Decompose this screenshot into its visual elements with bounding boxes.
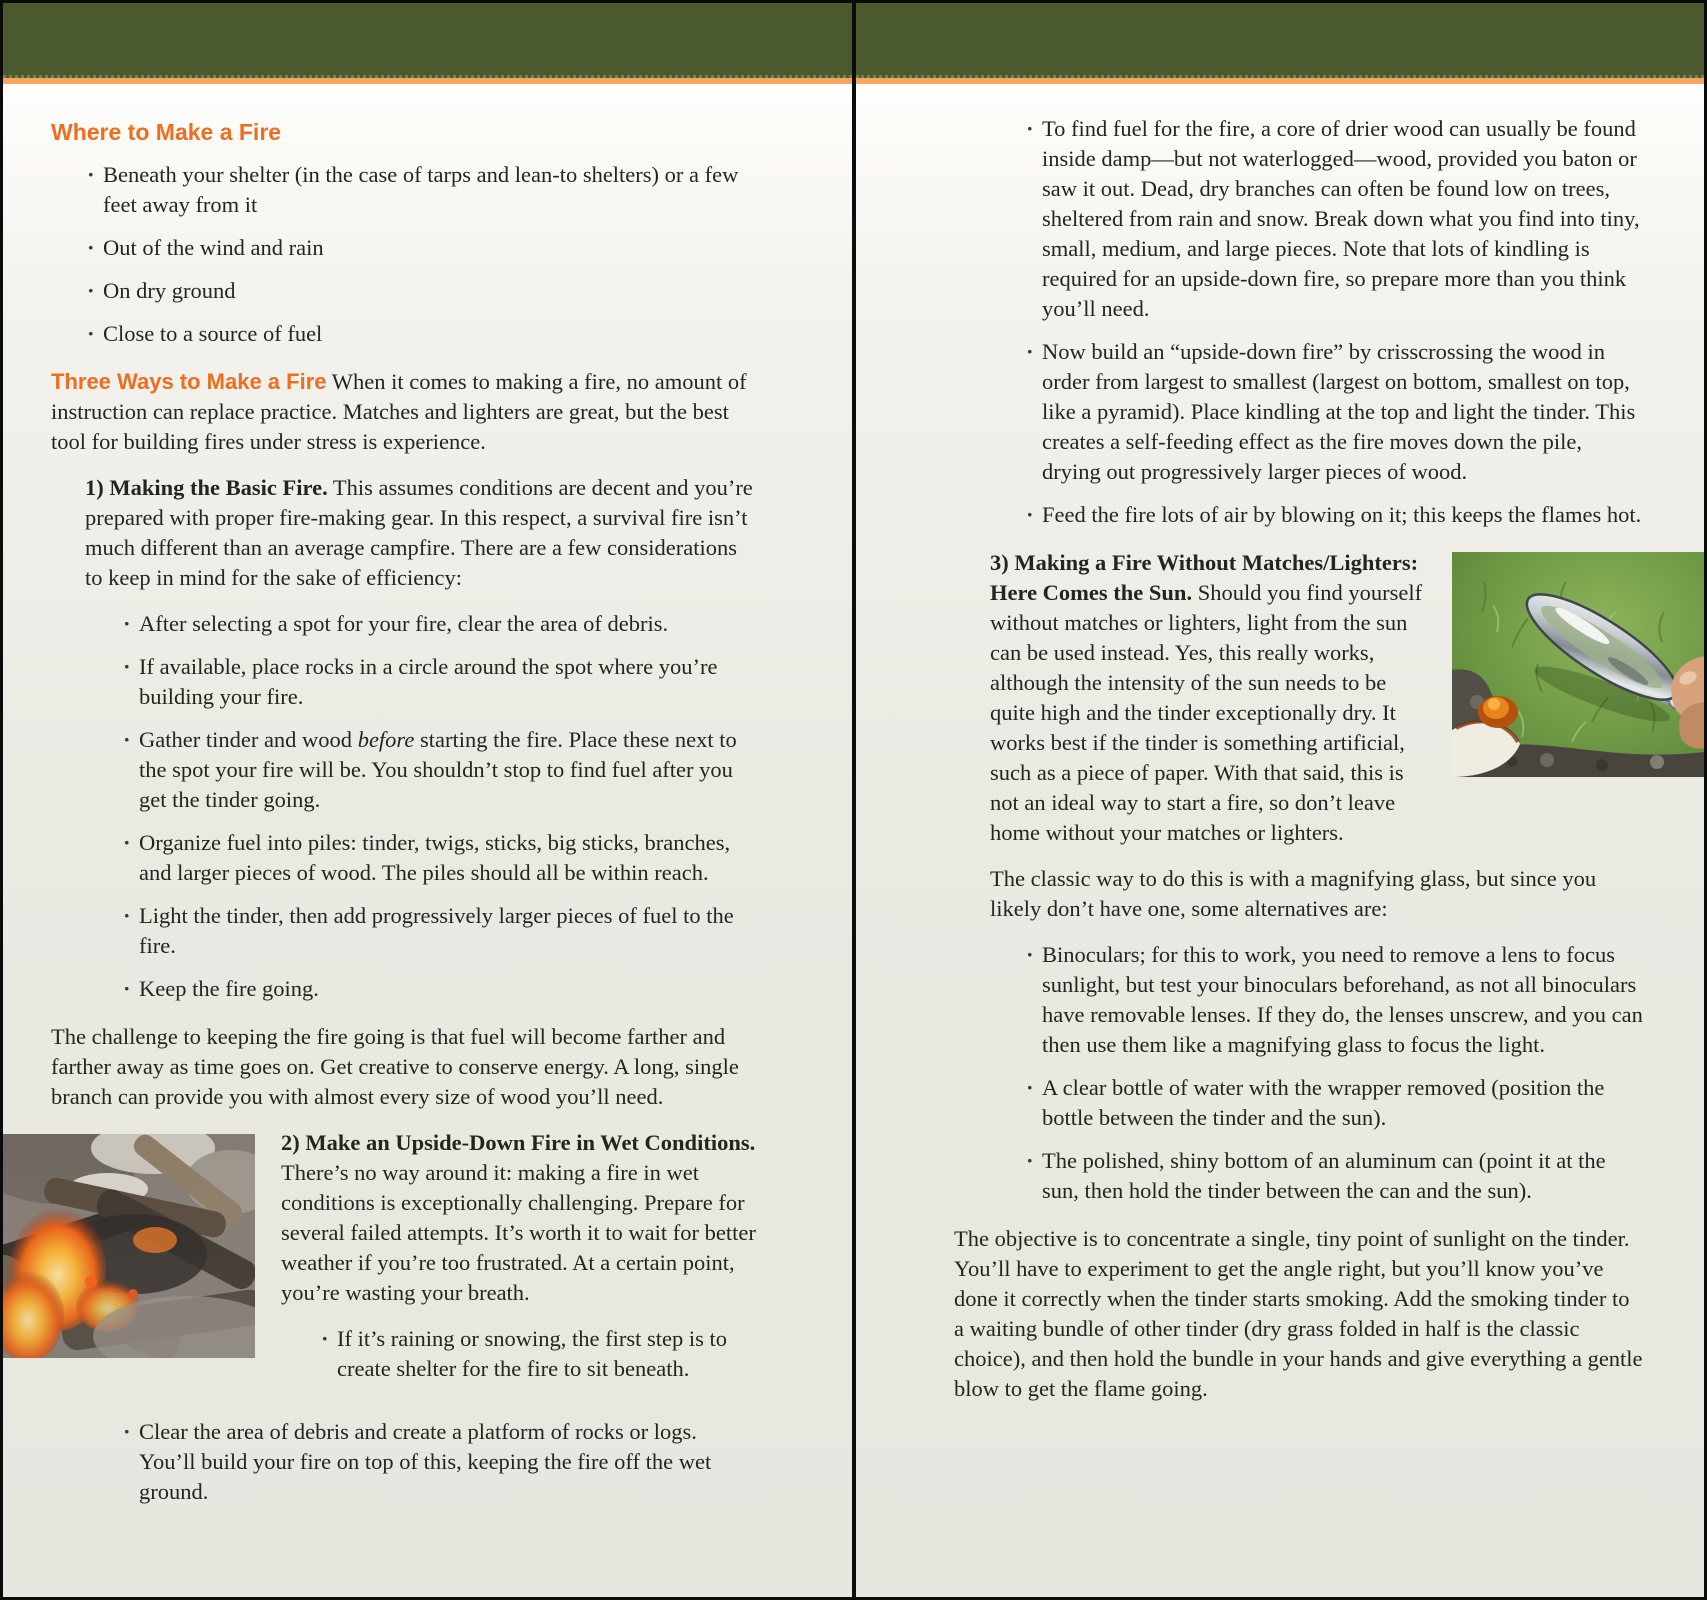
list-item-text: Out of the wind and rain bbox=[103, 235, 324, 260]
upside-down-fire-list bbox=[954, 114, 1644, 530]
section-1-text: This assumes conditions are decent and you’re prepared with proper fire-making gear. In this respect, a survival fire isn’t much different than an average campfire. There are a few considerations to keep in mind for the sake of efficiency: bbox=[85, 475, 753, 590]
campfire-photo bbox=[3, 1134, 255, 1358]
list-item-text: On dry ground bbox=[103, 278, 236, 303]
section-2-after-list bbox=[51, 1417, 758, 1507]
list-item bbox=[139, 901, 758, 961]
section-1-paragraph bbox=[85, 473, 758, 593]
section-2-text-body: There’s no way around it: making a fire in wet conditions is exceptionally challenging. Prepare for several failed attempts. It’s worth it to wait for better weather if you’re too frustrated. At a certain point, you’re wasting your breath. bbox=[281, 1160, 756, 1305]
list-item bbox=[139, 1417, 758, 1507]
list-item bbox=[1042, 940, 1644, 1060]
section-1-basic-fire bbox=[85, 473, 758, 1004]
list-item bbox=[1042, 114, 1644, 324]
list-item-text: Beneath your shelter (in the case of tarps and lean-to shelters) or a few feet away from it bbox=[103, 162, 739, 217]
section-2-title: 2) Make an Upside-Down Fire in Wet Conditions. bbox=[281, 1130, 756, 1155]
three-ways-text: When it comes to making a fire, no amount of instruction can replace practice. Matches and lighters are great, but the best tool for building fires under stress is experience. bbox=[51, 369, 747, 454]
list-item-text: Gather tinder and wood bbox=[139, 727, 358, 752]
alternatives-list bbox=[990, 940, 1644, 1206]
list-item-text: Clear the area of debris and create a platform of rocks or logs. You’ll build your fire on top of this, keeping the fire off the wet ground. bbox=[139, 1419, 712, 1504]
list-item bbox=[103, 276, 758, 306]
list-item-text: Keep the fire going. bbox=[139, 976, 319, 1001]
list-item-text: If available, place rocks in a circle around the spot where you’re building your fire. bbox=[139, 654, 718, 709]
campfire-photo-graphic bbox=[3, 1134, 255, 1358]
heading-three-ways: Three Ways to Make a Fire bbox=[51, 369, 327, 394]
list-item bbox=[139, 609, 758, 639]
list-item bbox=[139, 828, 758, 888]
page-header-band bbox=[856, 3, 1704, 78]
list-item bbox=[139, 974, 758, 1004]
list-item bbox=[1042, 1146, 1644, 1206]
page-right-body bbox=[856, 84, 1704, 1597]
list-item-text: Binoculars; for this to work, you need to remove a lens to focus sunlight, but test your binoculars beforehand, as not all binoculars have removable lenses. If they do, the lenses unscrew, and you can then use them like a magnifying glass to focus the light. bbox=[1042, 942, 1643, 1057]
objective-paragraph: The objective is to concentrate a single, tiny point of sunlight on the tinder. You’ll have to experiment to get the angle right, but you’ll know you’ve done it correctly when the tinder starts smoking. Add the smoking tinder to a waiting bundle of other tinder (dry grass folded in half is the classic choice), and then hold the bundle in your hands and give everything a gentle blow to get the flame going. bbox=[954, 1226, 1643, 1401]
list-item bbox=[337, 1324, 758, 1384]
list-item-text: To find fuel for the fire, a core of drier wood can usually be found inside damp—but not waterlogged—wood, provided you baton or saw it out. Dead, dry branches can often be found low on trees, sheltered from rain and snow. Break down what you find into tiny, small, medium, and large pieces. Note that lots of kindling is required for an upside-down fire, so prepare more than you think you’ll need. bbox=[1042, 116, 1640, 321]
section-1-title: 1) Making the Basic Fire. bbox=[85, 475, 328, 500]
section-3-title: 3) Making a Fire Without Matches/Lighters: Here Comes the Sun. bbox=[990, 550, 1419, 605]
classic-way-paragraph: The classic way to do this is with a magnifying glass, but since you likely don’t have one, some alternatives are: bbox=[990, 866, 1597, 921]
list-item bbox=[139, 652, 758, 712]
list-item bbox=[1042, 337, 1644, 487]
list-item-text: Close to a source of fuel bbox=[103, 321, 323, 346]
list-item bbox=[139, 725, 758, 815]
list-item-text: Organize fuel into piles: tinder, twigs, sticks, big sticks, branches, and larger pieces of wood. The piles should all be within reach. bbox=[139, 830, 731, 885]
page-left-body bbox=[3, 84, 852, 1597]
section-2-nested-list bbox=[281, 1324, 758, 1384]
where-to-make-fire-list bbox=[51, 160, 758, 349]
challenge-paragraph: The challenge to keeping the fire going is that fuel will become farther and farther away as time goes on. Get creative to conserve energy. A long, single branch can provide you with almost every size of wood you’ll need. bbox=[51, 1024, 739, 1109]
page-left bbox=[3, 3, 852, 1597]
page-header-band bbox=[3, 3, 852, 78]
list-item bbox=[103, 233, 758, 263]
section-3-no-matches bbox=[990, 548, 1644, 1206]
list-item bbox=[103, 319, 758, 349]
magnifying-glass-photo-graphic bbox=[1452, 552, 1704, 777]
list-item-text: Feed the fire lots of air by blowing on it; this keeps the flames hot. bbox=[1042, 502, 1642, 527]
list-item bbox=[1042, 500, 1644, 530]
list-item-text: Now build an “upside-down fire” by crisscrossing the wood in order from largest to smallest (largest on bottom, smallest on top, like a pyramid). Place kindling at the top and light the tinder. This creates a self-feeding effect as the fire moves down the pile, drying out progressively larger pieces of wood. bbox=[1042, 339, 1636, 484]
three-ways-paragraph bbox=[51, 367, 758, 457]
heading-where-to-make-a-fire: Where to Make a Fire bbox=[51, 119, 282, 145]
section-2-upside-down-fire bbox=[51, 1128, 758, 1507]
list-item-text: After selecting a spot for your fire, clear the area of debris. bbox=[139, 611, 669, 636]
section-2-paragraph bbox=[281, 1128, 758, 1308]
list-item-text: The polished, shiny bottom of an aluminum can (point it at the sun, then hold the tinder between the can and the sun). bbox=[1042, 1148, 1606, 1203]
section-2-text bbox=[281, 1128, 758, 1397]
list-item-text: Light the tinder, then add progressively larger pieces of fuel to the fire. bbox=[139, 903, 734, 958]
list-item bbox=[103, 160, 758, 220]
list-item-emphasis: before bbox=[357, 727, 415, 752]
basic-fire-list bbox=[85, 609, 758, 1004]
page-right bbox=[856, 3, 1704, 1597]
list-item bbox=[1042, 1073, 1644, 1133]
list-item-text: starting the fire. Place these next to the spot your fire will be. You shouldn’t stop to find fuel after you get the tinder going. bbox=[139, 727, 737, 812]
magnifying-glass-photo bbox=[1452, 552, 1704, 777]
list-item-text: If it’s raining or snowing, the first step is to create shelter for the fire to sit beneath. bbox=[337, 1326, 727, 1381]
section-3-text: Should you find yourself without matches or lighters, light from the sun can be used instead. Yes, this really works, although the intensity of the sun needs to be quite high and the tinder exceptionally dry. It works best if the tinder is something artificial, such as a piece of paper. With that said, this is not an ideal way to start a fire, so don’t leave home without your matches or lighters. bbox=[990, 580, 1423, 845]
list-item-text: A clear bottle of water with the wrapper removed (position the bottle between the tinder and the sun). bbox=[1042, 1075, 1605, 1130]
